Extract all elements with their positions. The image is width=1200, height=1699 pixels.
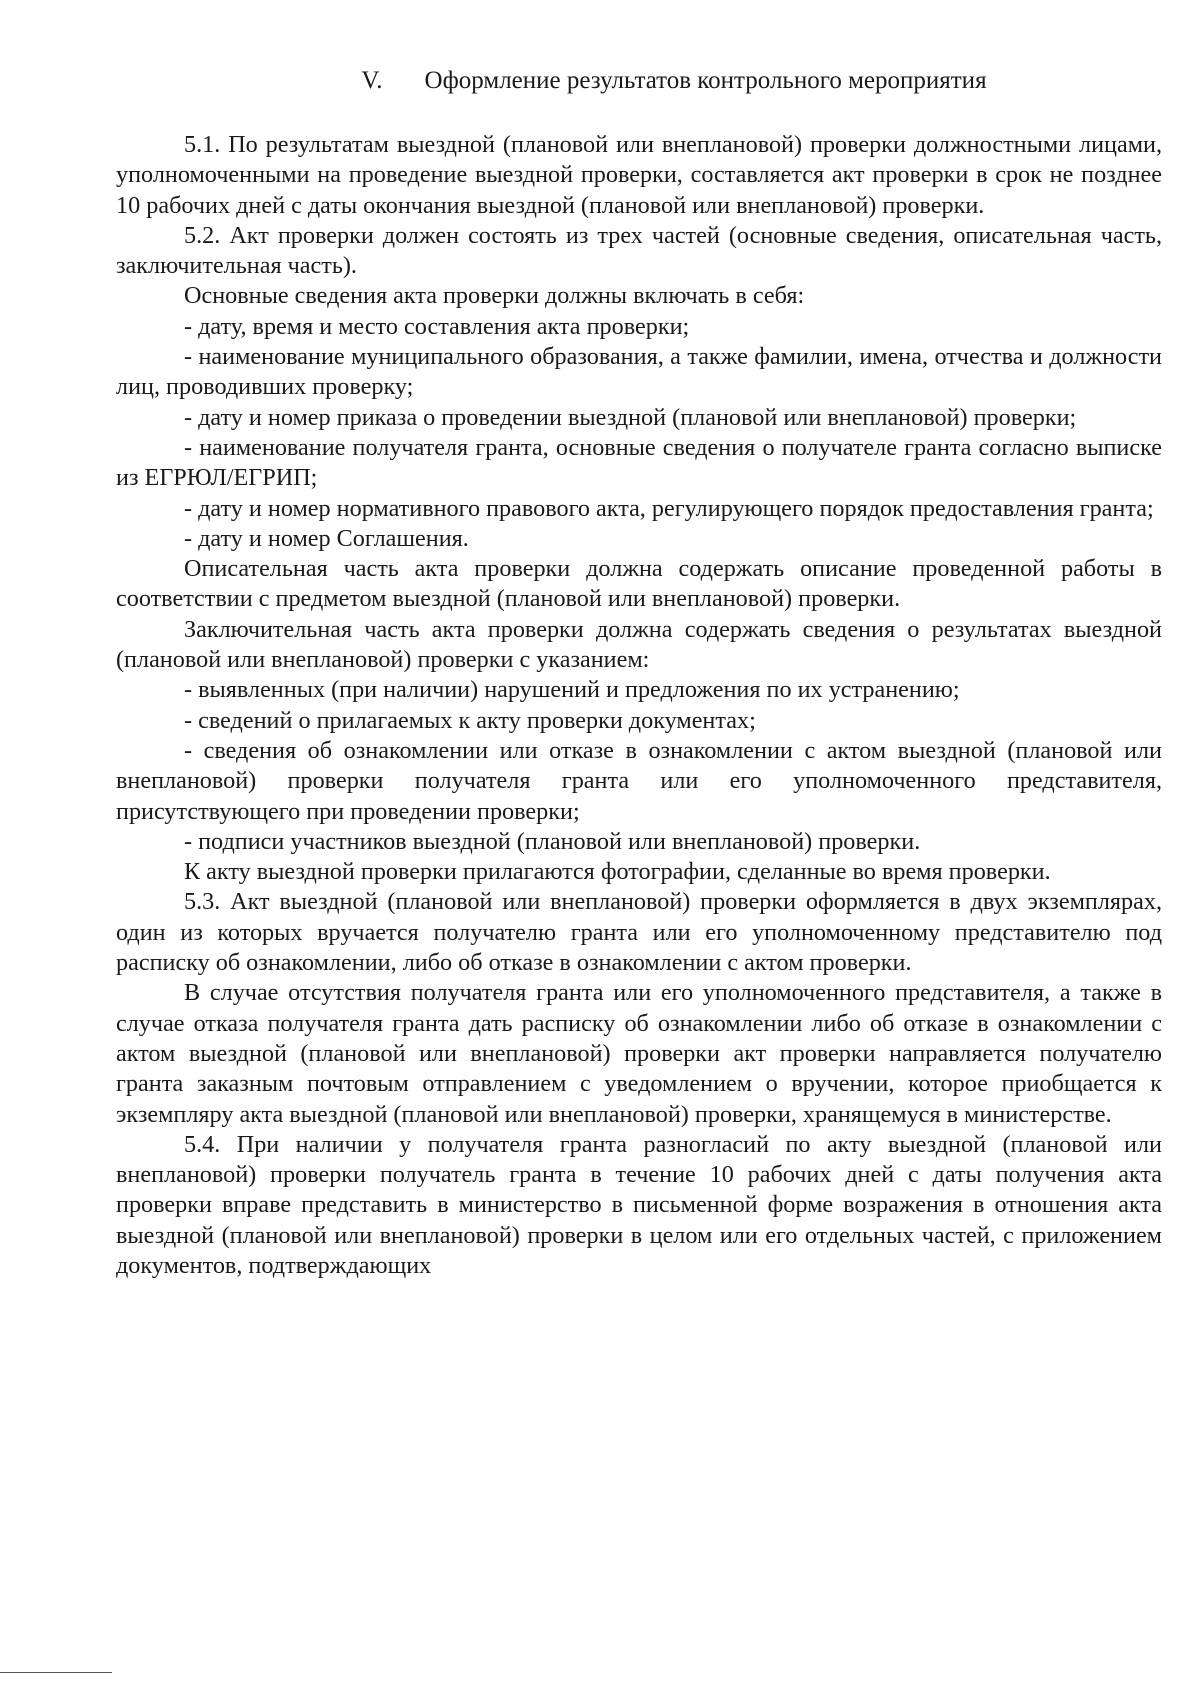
list-item: - подписи участников выездной (плановой или внеплановой) проверки. [184,827,921,855]
list-item: - дату, время и место составления акта проверки; [184,312,690,340]
list-item: - наименование муниципального образования, а также фамилии, имена, отчества и должности лиц, проводивших проверку; [116,343,1162,401]
paragraph-final-part: Заключительная часть акта проверки должна содержать сведения о результатах выездной (плановой или внеплановой) проверки с указанием: [116,615,1162,674]
paragraph-absence-case: В случае отсутствия получателя гранта или его уполномоченного представителя, а также в случае отказа получателя гранта дать расписку об ознакомлении либо об отказе в ознакомлении с актом выездной (плановой или внеплановой) проверки акт проверки направляется получателю гранта заказным почтовым отправлением с уведомлением о вручении, которое приобщается к экземпляру акта выездной (плановой или внеплановой) проверки, хранящемуся в министерстве. [116,979,1162,1128]
paragraph-5-2: 5.2. Акт проверки должен состоять из трех частей (основные сведения, описательная часть, заключительная часть). [116,221,1162,280]
section-title: Оформление результатов контрольного мероприятия [424,67,987,94]
paragraph-5-4: 5.4. При наличии у получателя гранта разногласий по акту выездной (плановой или внеплановой) проверки получатель гранта в течение 10 рабочих дней с даты получения акта проверки вправе представить в министерство в письменной форме возражения в отношения акта выездной (плановой или внеплановой) проверки в целом или его отдельных частей, с приложением документов, подтверждающих [116,1130,1162,1279]
list-item: - дату и номер Соглашения. [184,524,469,552]
list-item: - сведения об ознакомлении или отказе в ознакомлении с актом выездной (плановой или внеплановой) проверки получателя гранта или его уполномоченного представителя, присутствующего при проведении проверки; [116,736,1162,825]
section-number: V. [361,67,383,94]
list-item: - выявленных (при наличии) нарушений и предложения по их устранению; [184,676,960,704]
list-item: - наименование получателя гранта, основные сведения о получателе гранта согласно выписке из ЕГРЮЛ/ЕГРИП; [116,433,1162,492]
paragraph-5-1: 5.1. По результатам выездной (плановой или внеплановой) проверки должностными лицами, уполномоченными на проведение выездной проверки, составляется акт проверки в срок не позднее 10 рабочих дней с даты окончания выездной (плановой или внеплановой) проверки. [116,131,1162,219]
document-page [116,66,1162,1281]
footnote-divider [0,1672,112,1673]
list-item: - дату и номер нормативного правового акта, регулирующего порядок предоставления гранта; [184,494,1154,522]
paragraph-photos: К акту выездной проверки прилагаются фотографии, сделанные во время проверки. [184,858,1051,886]
list-item: - дату и номер приказа о проведении выездной (плановой или внеплановой) проверки; [184,403,1077,431]
paragraph-basic-info-intro: Основные сведения акта проверки должны включать в себя: [184,282,805,310]
list-item: - сведений о прилагаемых к акту проверки документах; [184,706,756,734]
section-heading [116,66,1162,96]
paragraph-descriptive-part: Описательная часть акта проверки должна содержать описание проведенной работы в соответствии с предметом выездной (плановой или внеплановой) проверки. [116,555,1162,613]
paragraph-5-3: 5.3. Акт выездной (плановой или внеплановой) проверки оформляется в двух экземплярах, один из которых вручается получателю гранта или его уполномоченному представителю под расписку об ознакомлении, либо об отказе в ознакомлении с актом проверки. [116,888,1162,977]
